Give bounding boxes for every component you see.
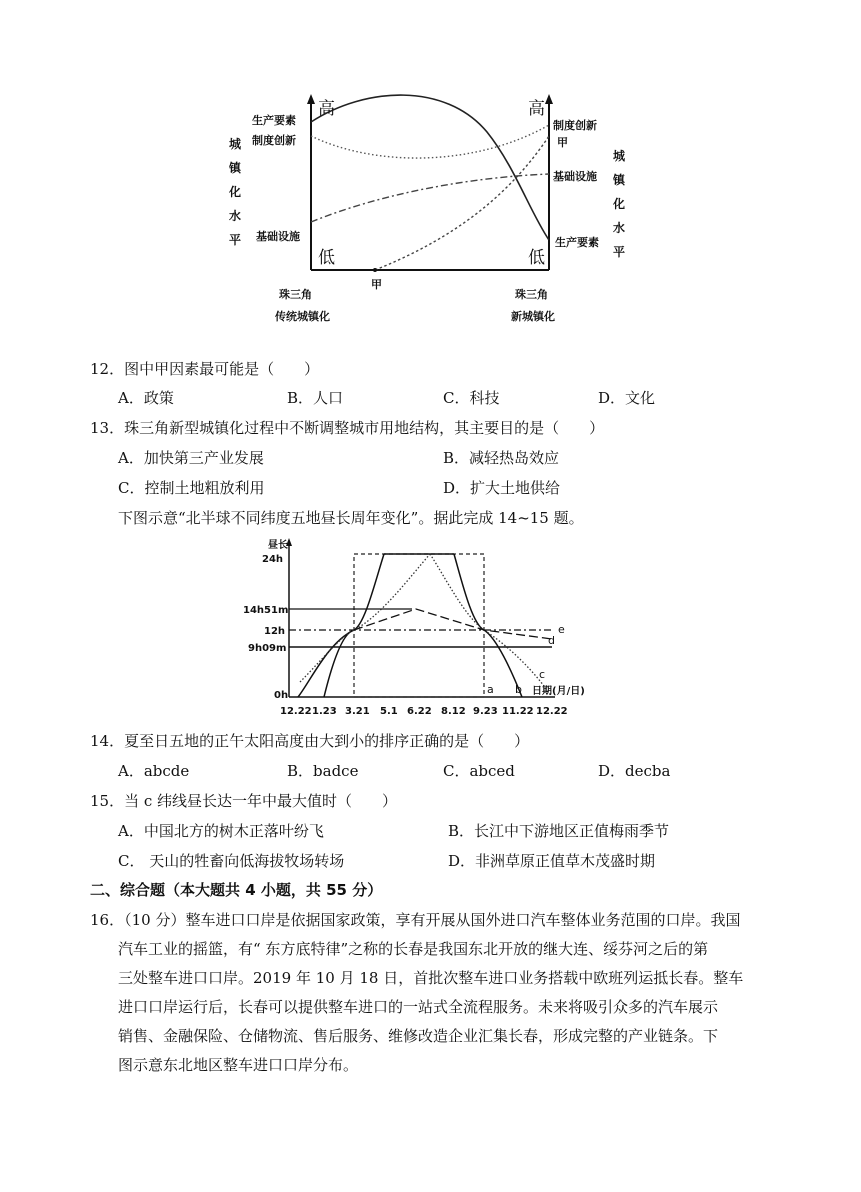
q12-stem: 12．图中甲因素最可能是（ ） <box>90 360 320 378</box>
x-tick-1222-start: 12.22 <box>280 706 312 717</box>
svg-text:镇: 镇 <box>613 173 626 187</box>
svg-text:城: 城 <box>229 137 242 151</box>
institutional-innovation-curve <box>311 125 549 158</box>
q15-option-d[interactable]: D．非洲草原正值草木茂盛时期 <box>448 852 656 870</box>
curve-label-c: c <box>539 668 546 681</box>
left-factor-infrastructure: 基础设施 <box>256 230 300 243</box>
curve-d-upper <box>354 609 552 639</box>
q14-option-b[interactable]: B．badce <box>287 762 359 780</box>
left-low-label: 低 <box>318 248 335 268</box>
q15-stem: 15．当 c 纬线昼长达一年中最大值时（ ） <box>90 792 398 810</box>
y-tick-9h09m: 9h09m <box>248 643 287 654</box>
x-tick-1222-end: 12.22 <box>536 706 568 717</box>
svg-text:化: 化 <box>613 197 626 211</box>
bottom-jia-mark: 甲 <box>371 278 382 291</box>
q15-option-b[interactable]: B．长江中下游地区正值梅雨季节 <box>448 822 670 840</box>
curve-label-d: d <box>548 634 555 647</box>
curve-label-b: b <box>515 683 522 696</box>
x-tick-622: 6.22 <box>407 706 432 717</box>
q15-option-c[interactable]: C． 天山的牲畜向低海拔牧场转场 <box>118 852 345 870</box>
q16-line-6: 图示意东北地区整车进口口岸分布。 <box>118 1056 359 1074</box>
section-2-heading: 二、综合题（本大题共 4 小题，共 55 分） <box>90 881 383 899</box>
factor-jia-curve <box>375 136 549 270</box>
svg-text:水: 水 <box>229 209 242 223</box>
y-tick-14h51m: 14h51m <box>243 605 289 616</box>
q16-line-2: 汽车工业的摇篮，有“ 东方底特律”之称的长春是我国东北开放的继大连、绥芬河之后的第 <box>118 940 709 958</box>
curve-a-fall <box>454 554 522 697</box>
q13-option-b[interactable]: B．减轻热岛效应 <box>443 449 560 467</box>
left-axis-arrow-icon <box>307 94 315 104</box>
urbanization-factor-diagram <box>225 92 645 332</box>
x-tick-51: 5.1 <box>380 706 398 717</box>
q14-stem: 14．夏至日五地的正午太阳高度由大到小的排序正确的是（ ） <box>90 732 530 750</box>
q13-stem: 13．珠三角新型城镇化过程中不断调整城市用地结构，其主要目的是（ ） <box>90 419 605 437</box>
intro-14-15: 下图示意“北半球不同纬度五地昼长周年变化”。据此完成 14~15 题。 <box>118 509 584 527</box>
left-high-label: 高 <box>318 99 335 119</box>
curve-c-rise <box>300 554 430 682</box>
day-length-chart <box>240 532 600 722</box>
q12-option-b[interactable]: B．人口 <box>287 389 344 407</box>
traditional-label-2: 传统城镇化 <box>275 310 330 323</box>
svg-text:平: 平 <box>613 245 626 259</box>
y-axis-title: 昼长 <box>268 540 288 551</box>
y-tick-24h: 24h <box>262 554 284 565</box>
q13-option-c[interactable]: C．控制土地粗放利用 <box>118 479 265 497</box>
curve-label-e: e <box>558 623 565 636</box>
left-axis-title <box>228 137 242 247</box>
left-factor-production: 生产要素 <box>252 114 296 127</box>
svg-text:化: 化 <box>229 185 242 199</box>
right-factor-jia: 甲 <box>557 136 568 149</box>
q13-option-d[interactable]: D．扩大土地供给 <box>443 479 561 497</box>
q15-option-a[interactable]: A．中国北方的树木正落叶纷飞 <box>118 822 324 840</box>
q16-line-4: 进口口岸运行后，长春可以提供整车进口的一站式全流程服务。未来将吸引众多的汽车展示 <box>118 998 719 1016</box>
y-tick-12h: 12h <box>264 626 286 637</box>
q16-line-3: 三处整车进口口岸。2019 年 10 月 18 日，首批次整车进口业务搭载中欧班列运抵长春。整车 <box>118 969 744 987</box>
right-factor-infrastructure: 基础设施 <box>553 170 597 183</box>
svg-text:镇: 镇 <box>229 161 242 175</box>
new-urbanization-label-1: 珠三角 <box>515 288 548 301</box>
x-tick-1122: 11.22 <box>502 706 534 717</box>
q14-option-c[interactable]: C．abced <box>443 762 515 780</box>
y-tick-0h: 0h <box>274 690 289 701</box>
x-axis-title: 日期(月/日) <box>532 686 585 697</box>
factor-jia-start-point <box>373 268 377 272</box>
curve-c-fall <box>430 554 552 697</box>
q16-line-5: 销售、金融保险、仓储物流、售后服务、维修改造企业汇集长春，形成完整的产业链条。下 <box>118 1027 719 1045</box>
q14-option-a[interactable]: A．abcde <box>118 762 190 780</box>
right-low-label: 低 <box>528 248 545 268</box>
production-factor-curve <box>311 95 549 240</box>
svg-text:水: 水 <box>613 221 626 235</box>
svg-text:平: 平 <box>229 233 242 247</box>
q16-line-1: 16．（10 分）整车进口口岸是依据国家政策，享有开展从国外进口汽车整体业务范围的口岸。我国 <box>90 911 741 929</box>
right-axis-title <box>612 149 626 259</box>
curve-a-rise <box>324 554 384 697</box>
q12-option-d[interactable]: D．文化 <box>598 389 656 407</box>
traditional-label-1: 珠三角 <box>279 288 312 301</box>
q12-option-a[interactable]: A．政策 <box>118 389 174 407</box>
x-tick-923: 9.23 <box>473 706 498 717</box>
right-axis-arrow-icon <box>545 94 553 104</box>
right-high-label: 高 <box>528 99 545 119</box>
polar-period-box <box>354 554 484 697</box>
right-factor-institution: 制度创新 <box>553 119 597 132</box>
curve-label-a: a <box>487 683 494 696</box>
x-tick-321: 3.21 <box>345 706 370 717</box>
svg-text:城: 城 <box>613 149 626 163</box>
new-urbanization-label-2: 新城镇化 <box>511 310 555 323</box>
x-tick-812: 8.12 <box>441 706 466 717</box>
q13-option-a[interactable]: A．加快第三产业发展 <box>118 449 264 467</box>
q12-option-c[interactable]: C．科技 <box>443 389 500 407</box>
x-tick-123: 1.23 <box>312 706 337 717</box>
q14-option-d[interactable]: D．decba <box>598 762 671 780</box>
right-factor-production: 生产要素 <box>555 236 599 249</box>
left-factor-institution: 制度创新 <box>252 134 296 147</box>
